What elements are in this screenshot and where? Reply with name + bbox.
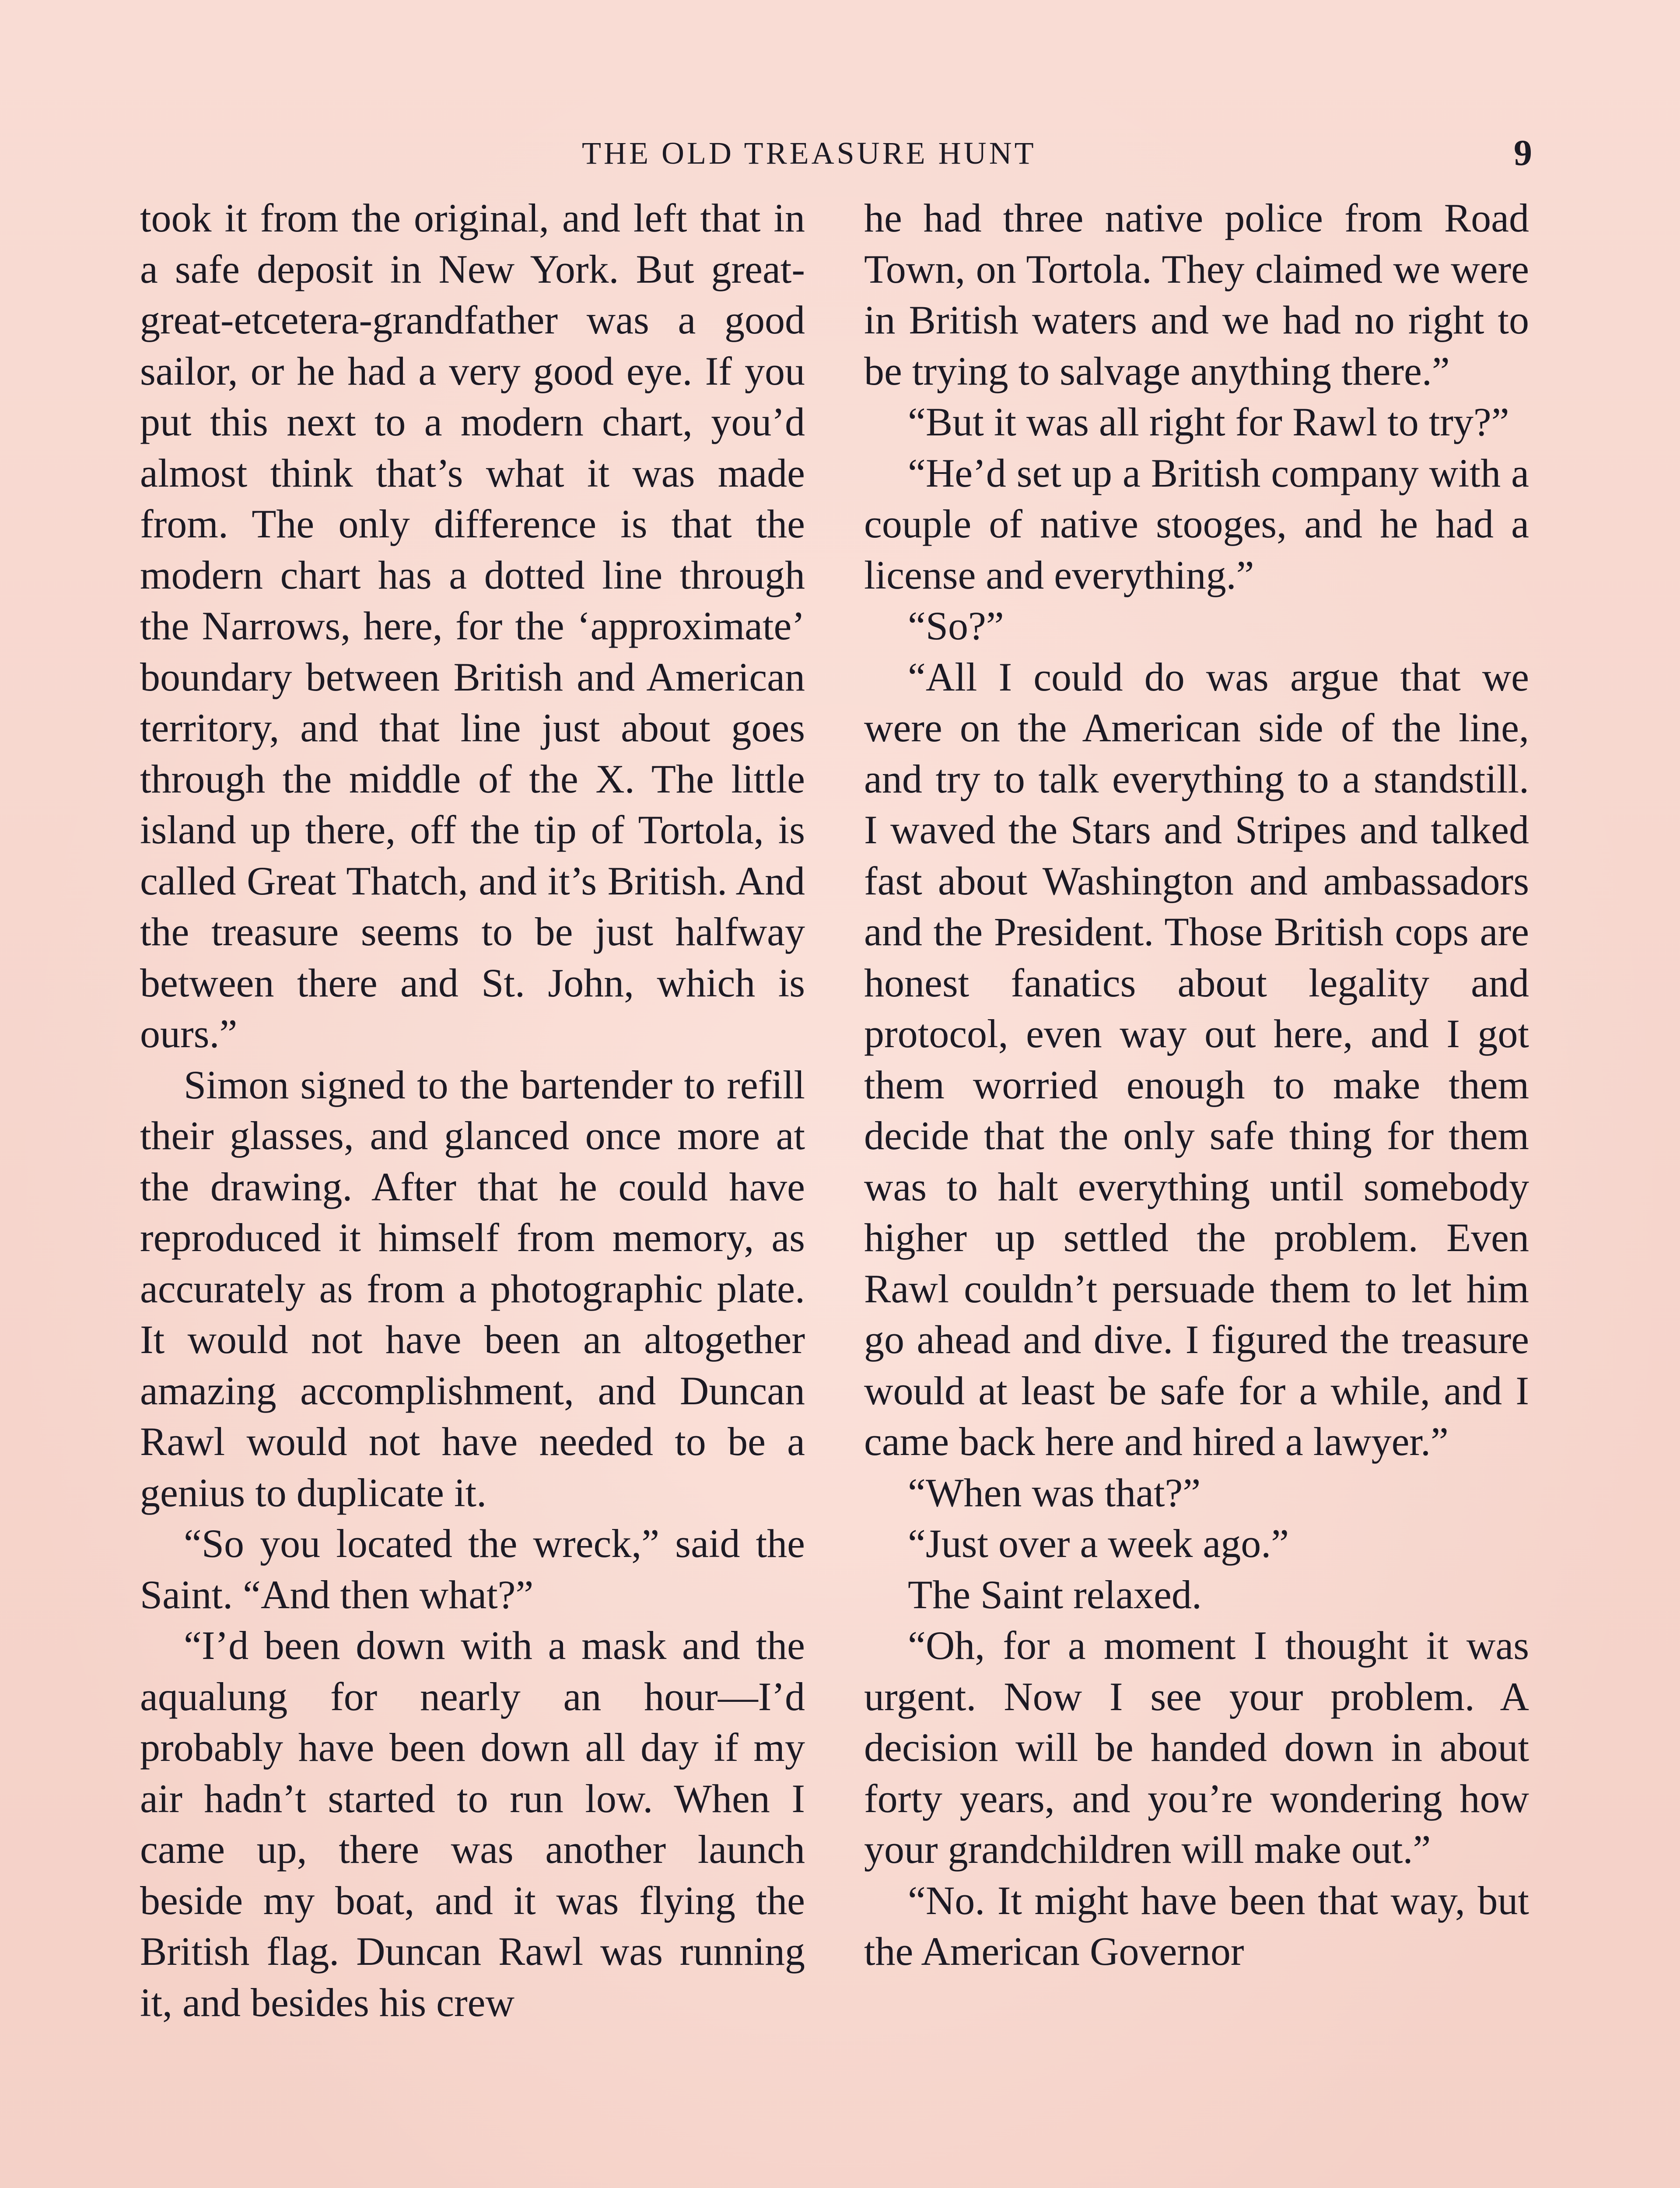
paragraph: “I’d been down with a mask and the aqualung for nearly an hour—I’d probably have been down all day if my air hadn’t started to run low. When I came up, there was another launch beside my boat, and it was flying the British flag. Duncan Rawl was running it, and besides his crew bbox=[140, 1623, 805, 2025]
left-column bbox=[140, 193, 805, 2028]
paragraph: took it from the original, and left that in a safe deposit in New York. But great-great-etcetera-grandfather was a good sailor, or he had a very good eye. If you put this next to a modern chart, you’d almost think that’s what it was made from. The only difference is that the modern chart has a dotted line through the Narrows, here, for the ‘approximate’ boundary between British and American territory, and that line just about goes through the middle of the X. The little island up there, off the tip of Tortola, is called Great Thatch, and it’s British. And the treasure seems to be just halfway between there and St. John, which is ours.” bbox=[140, 196, 805, 1056]
paragraph: he had three native police from Road Town, on Tortola. They claimed we were in British waters and we had no right to be trying to salvage anything there.” bbox=[864, 196, 1529, 393]
paragraph: “When was that?” bbox=[908, 1470, 1201, 1515]
paragraph: “He’d set up a British company with a couple of native stooges, and he had a license and everything.” bbox=[864, 450, 1529, 597]
paragraph: “So you located the wreck,” said the Saint. “And then what?” bbox=[140, 1521, 805, 1617]
running-title: THE OLD TREASURE HUNT bbox=[582, 136, 1036, 171]
right-column bbox=[864, 193, 1529, 1977]
paragraph: “No. It might have been that way, but the American Governor bbox=[864, 1878, 1529, 1974]
paragraph: “But it was all right for Rawl to try?” bbox=[908, 400, 1509, 444]
paragraph: The Saint relaxed. bbox=[908, 1572, 1202, 1617]
paragraph: Simon signed to the bartender to refill their glasses, and glanced once more at the drawing. After that he could have reproduced it himself from memory, as accurately as from a photographic plate. It would not have been an altogether amazing accomplishment, and Duncan Rawl would not have needed to be a genius to duplicate it. bbox=[140, 1062, 805, 1515]
paragraph: “So?” bbox=[908, 603, 1004, 648]
paragraph: “Just over a week ago.” bbox=[908, 1521, 1289, 1566]
page-number: 9 bbox=[1514, 133, 1532, 173]
paragraph: “All I could do was argue that we were on the American side of the line, and try to talk everything to a standstill. I waved the Stars and Stripes and talked fast about Washington and ambassadors and the President. Those British cops are honest fanatics about legality and protocol, even way out here, and I got them worried enough to make them decide that the only safe thing for them was to halt everything until somebody higher up settled the problem. Even Rawl couldn’t persuade them to let him go ahead and dive. I figured the treasure would at least be safe for a while, and I came back here and hired a lawyer.” bbox=[864, 654, 1529, 1464]
paragraph: “Oh, for a moment I thought it was urgent. Now I see your problem. A decision will be handed down in about forty years, and you’re wondering how your grandchildren will make out.” bbox=[864, 1623, 1529, 1872]
running-head bbox=[0, 131, 1680, 175]
